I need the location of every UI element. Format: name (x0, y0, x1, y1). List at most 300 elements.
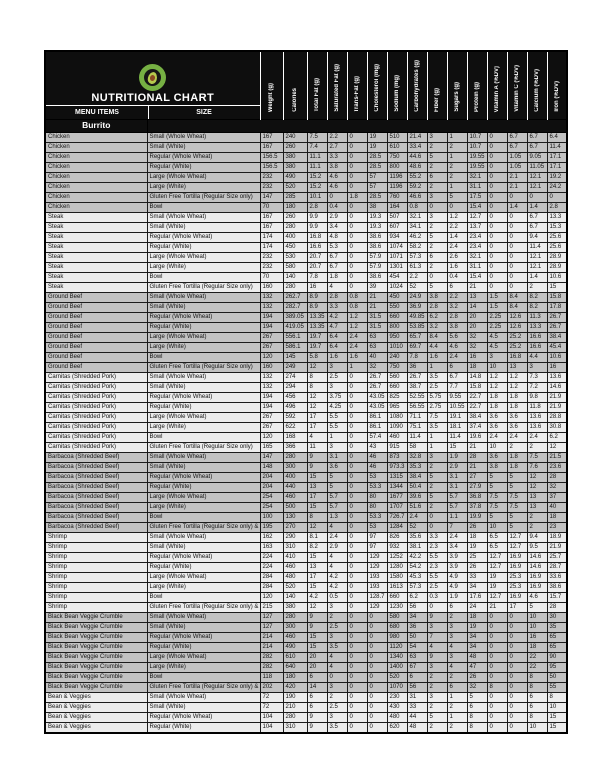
table-row (45, 272, 567, 282)
value-cell: 16.9 (507, 592, 527, 602)
section-row-burrito (45, 120, 567, 133)
value-cell: 165 (260, 442, 283, 452)
value-cell: 0 (507, 252, 527, 262)
column-header-2 (307, 51, 327, 120)
size-cell: Large (Whole Wheat) (147, 252, 260, 262)
size-cell: Small (Whole Wheat) (147, 292, 260, 302)
value-cell: 3.8 (487, 462, 507, 472)
column-header-10 (467, 51, 487, 120)
value-cell: 21 (467, 282, 487, 292)
value-cell: 5 (427, 152, 447, 162)
value-cell: 42.2 (407, 552, 427, 562)
value-cell: 520 (283, 182, 307, 192)
value-cell: 80 (367, 492, 387, 502)
menu-item-cell: Bean & Veggies (45, 722, 147, 733)
value-cell: 262.7 (283, 292, 307, 302)
value-cell: 210 (283, 702, 307, 712)
value-cell: 33.6 (547, 572, 567, 582)
value-cell: 2.9 (327, 212, 347, 222)
size-cell: Regular (Whole Wheat) (147, 312, 260, 322)
table-row (45, 662, 567, 672)
value-cell: 586.1 (283, 342, 307, 352)
value-cell: 5 (327, 482, 347, 492)
value-cell: 5 (427, 282, 447, 292)
column-header-3 (327, 51, 347, 120)
value-cell: 9.4 (527, 532, 547, 542)
value-cell: 127 (260, 612, 283, 622)
size-cell: Gluten Free Tortilla (Regular Size only) (147, 192, 260, 202)
table-row (45, 292, 567, 302)
value-cell: 28 (467, 452, 487, 462)
value-cell: 3.1 (447, 472, 467, 482)
value-cell: 0 (507, 642, 527, 652)
value-cell: 550 (387, 302, 407, 312)
value-cell: 2.25 (487, 322, 507, 332)
value-cell: 5 (467, 692, 487, 702)
value-cell: 4.8 (327, 232, 347, 242)
value-cell: 19.9 (467, 512, 487, 522)
value-cell: 147 (260, 452, 283, 462)
value-cell: 1 (327, 432, 347, 442)
size-cell: Gluten Free Tortilla (Regular Size only) & (147, 682, 260, 692)
value-cell: 2.4 (487, 432, 507, 442)
value-cell: 410 (283, 552, 307, 562)
value-cell: 5 (507, 512, 527, 522)
menu-item-cell: Steak (45, 222, 147, 232)
value-cell: 0 (507, 692, 527, 702)
value-cell: 33 (467, 572, 487, 582)
menu-item-cell: Bean & Veggies (45, 712, 147, 722)
value-cell: 3 (447, 632, 467, 642)
table-row (45, 332, 567, 342)
value-cell: 0 (427, 202, 447, 212)
value-cell: 280 (283, 712, 307, 722)
value-cell: 1120 (387, 642, 407, 652)
value-cell: 267 (260, 342, 283, 352)
value-cell: 5.8 (307, 352, 327, 362)
value-cell: 56 (407, 602, 427, 612)
menu-item-cell: Bean & Veggies (45, 692, 147, 702)
value-cell: 12 (547, 442, 567, 452)
value-cell: 1.2 (447, 212, 467, 222)
value-cell: 18 (547, 512, 567, 522)
value-cell: 15 (307, 502, 327, 512)
value-cell: 1.1 (447, 512, 467, 522)
value-cell: 19 (367, 132, 387, 142)
value-cell: 3.6 (507, 422, 527, 432)
value-cell: 0 (367, 692, 387, 702)
value-cell: 826 (387, 532, 407, 542)
size-cell: Gluten Free Tortilla (Regular Size only) & (147, 522, 260, 532)
menu-item-cell: Black Bean Veggie Crumble (45, 642, 147, 652)
value-cell: 104 (260, 712, 283, 722)
value-cell: 8 (487, 682, 507, 692)
value-cell: 7.2 (527, 382, 547, 392)
value-cell: 15.3 (547, 222, 567, 232)
value-cell: 490 (283, 172, 307, 182)
value-cell: 129 (367, 562, 387, 572)
menu-item-cell: Ground Beef (45, 352, 147, 362)
value-cell: 164 (387, 202, 407, 212)
avocado-logo-center (144, 69, 161, 86)
value-cell: 9 (427, 652, 447, 662)
value-cell: 965 (387, 402, 407, 412)
table-row (45, 132, 567, 142)
value-cell: 21 (467, 462, 487, 472)
value-cell: 1.4 (527, 202, 547, 212)
value-cell: 8 (527, 712, 547, 722)
size-cell: Large (Whole Wheat) (147, 572, 260, 582)
value-cell: 1.8 (327, 272, 347, 282)
value-cell: 35.3 (407, 462, 427, 472)
value-cell: 0.4 (327, 202, 347, 212)
value-cell: 8 (307, 512, 327, 522)
table-row (45, 312, 567, 322)
value-cell: 38.6 (547, 582, 567, 592)
table-row (45, 302, 567, 312)
value-cell: 3 (427, 622, 447, 632)
value-cell: 530 (283, 252, 307, 262)
value-cell: 53.3 (367, 482, 387, 492)
value-cell: 67 (407, 662, 427, 672)
table-row (45, 532, 567, 542)
value-cell: 3.4 (447, 542, 467, 552)
value-cell: 4.5 (487, 342, 507, 352)
value-cell: 460 (283, 492, 307, 502)
nutrition-chart-sheet (44, 50, 568, 734)
value-cell: 290 (283, 532, 307, 542)
value-cell: 20.7 (307, 262, 327, 272)
value-cell: 11.4 (407, 432, 427, 442)
table-row (45, 142, 567, 152)
value-cell: 5 (507, 522, 527, 532)
value-cell: 4.25 (327, 402, 347, 412)
value-cell: 163 (260, 542, 283, 552)
value-cell: 0 (487, 142, 507, 152)
table-row (45, 322, 567, 332)
menu-item-cell: Shrimp (45, 532, 147, 542)
value-cell: 2.4 (447, 352, 467, 362)
value-cell: 0 (427, 512, 447, 522)
column-header-label: Calcium (%DV) (533, 69, 540, 112)
value-cell: 607 (387, 222, 407, 232)
value-cell: 366 (283, 442, 307, 452)
value-cell: 132 (260, 372, 283, 382)
value-cell: 37.8 (467, 502, 487, 512)
value-cell: 204 (260, 482, 283, 492)
value-cell: 456 (283, 392, 307, 402)
value-cell: 104 (260, 722, 283, 733)
value-cell: 5.7 (447, 492, 467, 502)
value-cell: 14.8 (467, 372, 487, 382)
value-cell: 1.6 (347, 352, 367, 362)
value-cell: 13 (527, 492, 547, 502)
value-cell: 2 (447, 672, 467, 682)
value-cell: 4.2 (327, 312, 347, 322)
table-row (45, 702, 567, 712)
value-cell: 230 (387, 692, 407, 702)
value-cell: 0 (507, 672, 527, 682)
value-cell: 2.6 (447, 252, 467, 262)
value-cell: 280 (283, 612, 307, 622)
value-cell: 0 (347, 282, 367, 292)
value-cell: 380 (283, 602, 307, 612)
value-cell: 3.3 (327, 302, 347, 312)
value-cell: 2.4 (447, 532, 467, 542)
value-cell: 11.4 (547, 142, 567, 152)
value-cell: 21 (467, 442, 487, 452)
brand-block (46, 52, 260, 105)
value-cell: 16 (547, 362, 567, 372)
value-cell: 38.7 (407, 382, 427, 392)
value-cell: 32 (467, 342, 487, 352)
value-cell: 4 (327, 522, 347, 532)
size-cell: Small (White) (147, 142, 260, 152)
value-cell: 680 (387, 622, 407, 632)
value-cell: 147 (260, 192, 283, 202)
value-cell: 1070 (387, 682, 407, 692)
value-cell: 0 (427, 602, 447, 612)
value-cell: 63 (367, 342, 387, 352)
value-cell: 520 (283, 582, 307, 592)
value-cell: 18.9 (547, 532, 567, 542)
value-cell: 2.4 (327, 532, 347, 542)
value-cell: 280 (283, 222, 307, 232)
value-cell: 17.1 (547, 152, 567, 162)
value-cell: 12 (527, 472, 547, 482)
value-cell: 10 (487, 442, 507, 452)
value-cell: 129 (367, 602, 387, 612)
value-cell: 25.7 (547, 552, 567, 562)
value-cell: 8 (527, 672, 547, 682)
value-cell: 0 (327, 192, 347, 202)
table-row (45, 172, 567, 182)
menu-item-cell: Chicken (45, 132, 147, 142)
value-cell: 39.6 (407, 492, 427, 502)
value-cell: 15.4 (467, 202, 487, 212)
value-cell: 38.6 (367, 232, 387, 242)
value-cell: 1284 (387, 522, 407, 532)
value-cell: 128.7 (367, 592, 387, 602)
value-cell: 7.5 (487, 492, 507, 502)
value-cell: 7.4 (307, 142, 327, 152)
value-cell: 0 (447, 202, 467, 212)
value-cell: 0 (487, 162, 507, 172)
value-cell: 14.6 (527, 552, 547, 562)
value-cell: 1 (427, 442, 447, 452)
value-cell: 56 (407, 682, 427, 692)
value-cell: 3 (527, 362, 547, 372)
value-cell: 48 (407, 722, 427, 733)
table-row (45, 612, 567, 622)
value-cell: 1196 (387, 172, 407, 182)
table-row (45, 262, 567, 272)
value-cell: 6.4 (547, 132, 567, 142)
value-cell: 10.6 (547, 352, 567, 362)
value-cell: 12.1 (527, 262, 547, 272)
value-cell: 27 (467, 472, 487, 482)
value-cell: 14 (467, 302, 487, 312)
value-cell: 0 (427, 272, 447, 282)
value-cell: 12 (527, 482, 547, 492)
value-cell: 193 (367, 582, 387, 592)
value-cell: 0 (347, 692, 367, 702)
value-cell: 7.5 (307, 132, 327, 142)
column-header-1 (283, 51, 307, 120)
value-cell: 46 (367, 462, 387, 472)
nutrition-table (44, 50, 568, 734)
value-cell: 950 (387, 332, 407, 342)
column-header-label: Vitamin A (%DV) (493, 65, 500, 112)
value-cell: 38.1 (407, 542, 427, 552)
value-cell: 8 (467, 712, 487, 722)
value-cell: 560 (387, 372, 407, 382)
value-cell: 7 (447, 522, 467, 532)
value-cell: 400 (283, 472, 307, 482)
value-cell: 2 (427, 142, 447, 152)
value-cell: 13.6 (527, 422, 547, 432)
size-cell: Regular (White) (147, 722, 260, 733)
value-cell: 5.5 (327, 412, 347, 422)
value-cell: 16.8 (507, 352, 527, 362)
value-cell: 21 (367, 302, 387, 312)
value-cell: 63 (367, 332, 387, 342)
table-row (45, 422, 567, 432)
value-cell: 6.2 (427, 312, 447, 322)
value-cell: 4 (427, 642, 447, 652)
value-cell: 26 (467, 672, 487, 682)
value-cell: 16.8 (307, 232, 327, 242)
size-cell: Bowl (147, 592, 260, 602)
value-cell: 825 (387, 392, 407, 402)
table-row (45, 542, 567, 552)
value-cell: 0 (507, 272, 527, 282)
menu-item-cell: Ground Beef (45, 322, 147, 332)
value-cell: 496 (283, 402, 307, 412)
value-cell: 19 (487, 572, 507, 582)
value-cell: 480 (387, 712, 407, 722)
value-cell: 0 (487, 282, 507, 292)
value-cell: 23.4 (467, 242, 487, 252)
value-cell: 32.1 (467, 252, 487, 262)
value-cell: 22 (527, 662, 547, 672)
subheader-row (46, 105, 260, 119)
value-cell: 0.8 (347, 292, 367, 302)
value-cell: 8.4 (427, 332, 447, 342)
value-cell: 3.9 (447, 562, 467, 572)
value-cell: 13 (307, 562, 327, 572)
value-cell: 934 (387, 232, 407, 242)
value-cell: 28.9 (547, 262, 567, 272)
value-cell: 202 (260, 682, 283, 692)
column-header-6 (387, 51, 407, 120)
value-cell: 194 (260, 322, 283, 332)
size-cell: Large (White) (147, 662, 260, 672)
value-cell: 12.7 (487, 552, 507, 562)
size-cell: Small (White) (147, 382, 260, 392)
menu-item-cell: Barbacoa (Shredded Beef) (45, 502, 147, 512)
size-cell: Regular (White) (147, 162, 260, 172)
value-cell: 25 (467, 552, 487, 562)
table-row (45, 442, 567, 452)
value-cell: 0 (347, 252, 367, 262)
value-cell: 8.2 (527, 292, 547, 302)
value-cell: 17 (307, 422, 327, 432)
value-cell: 5.75 (427, 392, 447, 402)
value-cell: 0 (487, 132, 507, 142)
size-cell: Gluten Free Tortilla (Regular Size only) (147, 442, 260, 452)
value-cell: 6 (407, 672, 427, 682)
value-cell: 15 (307, 582, 327, 592)
value-cell: 0 (487, 182, 507, 192)
size-cell: Regular (Whole Wheat) (147, 232, 260, 242)
value-cell: 180 (283, 672, 307, 682)
value-cell: 1280 (387, 562, 407, 572)
value-cell: 0.8 (407, 202, 427, 212)
value-cell: 21 (487, 602, 507, 612)
menu-item-cell: Carnitas (Shredded Pork) (45, 372, 147, 382)
value-cell: 37 (547, 492, 567, 502)
size-cell: Large (Whole Wheat) (147, 172, 260, 182)
menu-item-cell: Chicken (45, 202, 147, 212)
value-cell: 0 (347, 682, 367, 692)
value-cell: 1024 (387, 282, 407, 292)
value-cell: 8 (547, 692, 567, 702)
value-cell: 26.7 (407, 372, 427, 382)
value-cell: 0 (487, 622, 507, 632)
value-cell: 33.4 (407, 142, 427, 152)
value-cell: 11.05 (527, 162, 547, 172)
value-cell: 48 (467, 652, 487, 662)
value-cell: 622 (283, 422, 307, 432)
column-header-label: Trans-Fat (g) (353, 75, 360, 112)
value-cell: 130 (283, 512, 307, 522)
value-cell: 2.5 (327, 622, 347, 632)
value-cell: 282.7 (283, 302, 307, 312)
value-cell: 12 (307, 402, 327, 412)
value-cell: 57 (367, 172, 387, 182)
table-row (45, 592, 567, 602)
column-header-label: Protein (g) (473, 82, 480, 112)
size-cell: Large (Whole Wheat) (147, 332, 260, 342)
value-cell: 31 (407, 692, 427, 702)
table-row (45, 552, 567, 562)
value-cell: 5 (507, 482, 527, 492)
value-cell: 15 (307, 642, 327, 652)
value-cell: 12 (307, 362, 327, 372)
value-cell: 6.7 (327, 262, 347, 272)
value-cell: 0 (507, 262, 527, 272)
value-cell: 11.3 (527, 312, 547, 322)
value-cell: 5.7 (447, 502, 467, 512)
value-cell: 1230 (387, 602, 407, 612)
table-row (45, 402, 567, 412)
value-cell: 2.8 (447, 312, 467, 322)
value-cell: 13 (507, 362, 527, 372)
value-cell: 13.6 (527, 412, 547, 422)
value-cell: 0 (547, 192, 567, 202)
value-cell: 3.2 (427, 322, 447, 332)
value-cell: 70 (260, 202, 283, 212)
value-cell: 224 (260, 552, 283, 562)
value-cell: 5 (527, 602, 547, 612)
menu-item-cell: Barbacoa (Shredded Beef) (45, 452, 147, 462)
value-cell: 0 (487, 252, 507, 262)
value-cell: 0 (347, 152, 367, 162)
value-cell: 12.7 (487, 562, 507, 572)
value-cell: 507 (387, 212, 407, 222)
size-cell: Large (White) (147, 262, 260, 272)
